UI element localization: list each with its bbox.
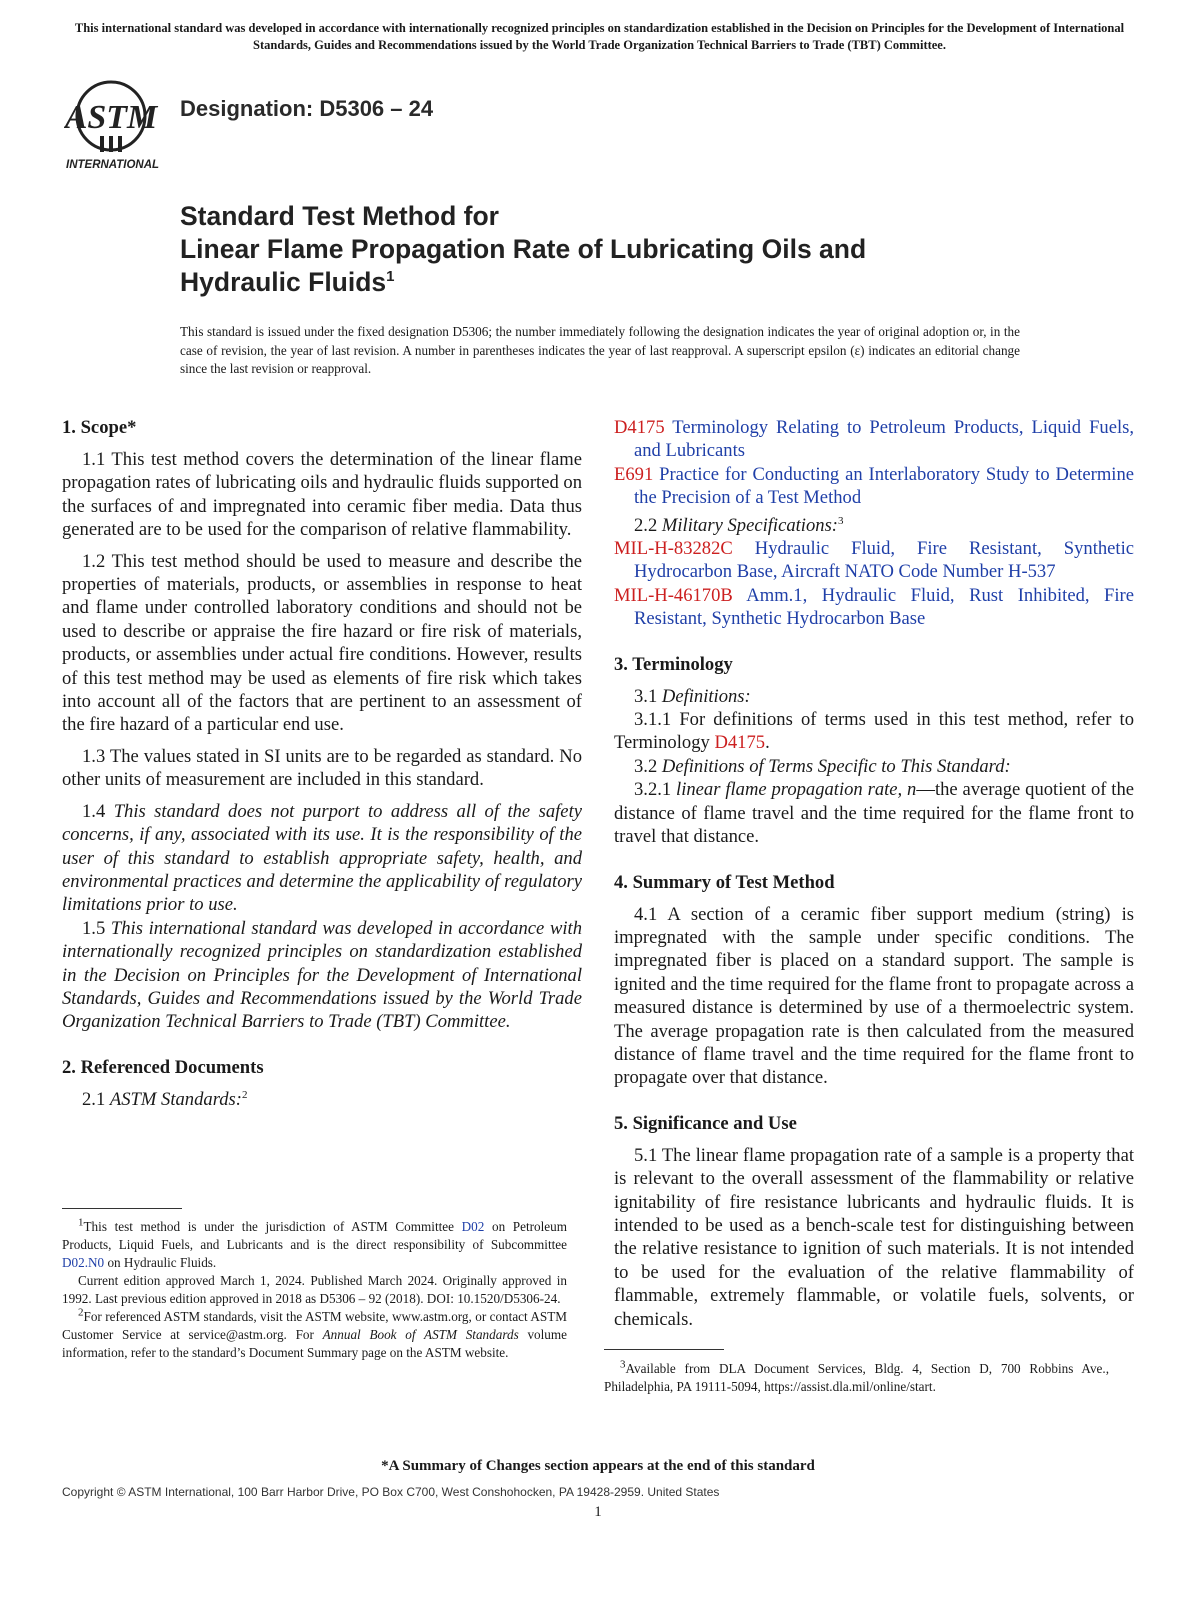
referenced-2-1: 2.1 ASTM Standards:$^2$ (82, 1088, 248, 1110)
terminology-3-1: 3.1 Definitions: (634, 685, 751, 707)
astm-logo (64, 78, 174, 170)
footnote-1: $^1$This test method is under the jurisdiction of ASTM Committee D02 on Petroleum Products, Liquid Fuels, and Lubricants and is the direct responsibility of Subcommittee D02.N0 on Hydraulic Fluids. (62, 1216, 568, 1270)
left-column (62, 416, 582, 1111)
title-footnote-mark: 1 (386, 268, 395, 286)
ref-e691[interactable] (614, 463, 1134, 510)
ref-e691-title[interactable]: Practice for Conducting an Interlaboratory Study to Determine the Precision of a Test Method (634, 463, 1134, 509)
significance-5-1: 5.1 The linear flame propagation rate of a sample is a property that is relevant to the overall assessment of the flammability or relative ignitability of fire resistance lubricants and hydraulic fluids. It is intended to be used as a bench-scale test for distinguishing between the relative resistance to ignition of such materials. It is not intended to be used for the evaluation of the relative flammability of flammable, extremely flammable, or volatile fuels, solvents, or chemicals. (614, 1144, 1134, 1330)
page-number: 1 (594, 1504, 602, 1520)
logo-org: INTERNATIONAL (66, 159, 160, 170)
footnote-2: $^2$For referenced ASTM standards, visit the ASTM website, www.astm.org, or contact ASTM Customer Service at service@astm.org. For Annual Book of ASTM Standards volume information, refer to the standard’s Document Summary page on the ASTM website. (62, 1306, 568, 1360)
footnote-rule-left (62, 1208, 182, 1209)
scope-1-1: 1.1 This test method covers the determination of the linear flame propagation rates of lubricating oils and hydraulic fluids supported on the surfaces of and impregnated into ceramic fiber media. Data thus generated are to be used for the comparison of relative flammability. (62, 449, 582, 541)
ref-mil-83282c[interactable] (614, 537, 1134, 584)
footnote-3: $^3$Available from DLA Document Services, Bldg. 4, Section D, 700 Robbins Ave., Philadelphia, PA 19111-5094, https://assist.dla.mil/online/start. (604, 1358, 1109, 1394)
copyright: Copyright © ASTM International, 100 Barr Harbor Drive, PO Box C700, West Conshohocken, PA 19428-2959. United States (62, 1485, 720, 1499)
changes-note: *A Summary of Changes section appears at the end of this standard (381, 1458, 815, 1474)
scope-1-5: 1.5 This international standard was developed in accordance with internationally recognized principles on standardization established in the Decision on Principles for the Development of International Standards, Guides and Recommendations issued by the World Trade Organization Technical Barriers to Trade (TBT) Committee. (62, 917, 582, 1033)
ref-d4175-title[interactable]: Terminology Relating to Petroleum Products, Liquid Fuels, and Lubricants (634, 417, 1135, 462)
referenced-2-2: 2.2 Military Specifications:$^3$ (634, 514, 844, 536)
designation: Designation: D5306 – 24 (180, 96, 434, 121)
scope-1-2: 1.2 This test method should be used to measure and describe the properties of materials, products, or assemblies in response to heat and flame under controlled laboratory conditions and should not be used to describe or appraise the fire hazard or fire risk of materials, products, or assemblies under actual fire conditions. However, results of this test method may be used as elements of fire risk which takes into account all of the factors that are pertinent to an assessment of the fire hazard of a particular end use. (62, 550, 582, 736)
top-notice: This international standard was developed in accordance with internationally recognized principles on standardization established in the Decision on Principles for the Development of International Standards, Guides and Recommendations issued by the World Trade Organization Technical Barriers to Trade (TBT) Committee. (74, 21, 1125, 52)
footnote-d02-link[interactable]: D02 (461, 1219, 485, 1234)
title-line-3: Hydraulic Fluids (180, 267, 387, 297)
terminology-d4175-link[interactable]: D4175 (714, 732, 766, 754)
scope-heading: 1. Scope* (62, 417, 137, 438)
ref-d4175[interactable] (614, 416, 1134, 463)
terminology-heading: 3. Terminology (614, 653, 733, 675)
ref-d4175-code[interactable]: D4175 (614, 417, 665, 438)
summary-4-1: 4.1 A section of a ceramic fiber support medium (string) is impregnated with the sample under specific conditions. The impregnated fiber is placed on a standard support. The sample is ignited and the time required for the flame front to propagate across a measured distance is determined by use of a thermoelectric system. The average propagation rate is then calculated from the measured distance of flame travel and the time required for the flame front to propagate over that distance. (614, 903, 1134, 1089)
footnotes-right (604, 1360, 1109, 1396)
ref-mil-46170b-code[interactable]: MIL-H-46170B (614, 584, 733, 606)
footnotes-left (62, 1218, 567, 1362)
footnote-rule-right (604, 1349, 724, 1350)
title-line-2: Linear Flame Propagation Rate of Lubricating Oils and (180, 234, 867, 264)
document-title (180, 200, 1080, 299)
referenced-heading: 2. Referenced Documents (62, 1056, 264, 1078)
footnote-1-edition: Current edition approved March 1, 2024. Published March 2024. Originally approved in 1992. Last previous edition approved in 2018 as D5306 – 92 (2018). DOI: 10.1520/D5306-24. (62, 1273, 567, 1306)
footnote-d02n0-link[interactable]: D02.N0 (62, 1255, 105, 1270)
scope-1-3: 1.3 The values stated in SI units are to be regarded as standard. No other units of measurement are included in this standard. (62, 745, 582, 791)
issued-note: This standard is issued under the fixed designation D5306; the number immediately following the designation indicates the year of original adoption or, in the case of revision, the year of last revision. A number in parentheses indicates the year of last reapproval. A superscript epsilon (ε) indicates an editorial change since the last revision or reapproval. (180, 324, 1020, 376)
logo-letters: ASTM (64, 99, 158, 136)
terminology-3-1-1: 3.1.1 For definitions of terms used in this test method, refer to Terminology D4175. (614, 709, 1134, 754)
ref-mil-83282c-title[interactable]: Hydraulic Fluid, Fire Resistant, Synthetic Hydrocarbon Base, Aircraft NATO Code Number H-537 (634, 538, 1134, 583)
ref-mil-83282c-code[interactable]: MIL-H-83282C (614, 538, 733, 560)
terminology-3-2: 3.2 Definitions of Terms Specific to This Standard: (634, 755, 1011, 777)
ref-e691-code[interactable]: E691 (614, 463, 654, 485)
ref-mil-46170b-title[interactable]: Amm.1, Hydraulic Fluid, Rust Inhibited, Fire Resistant, Synthetic Hydrocarbon Base (634, 584, 1134, 630)
scope-1-4: 1.4 This standard does not purport to address all of the safety concerns, if any, associated with its use. It is the responsibility of the user of this standard to establish appropriate safety, health, and environmental practices and determine the applicability of regulatory limitations prior to use. (62, 800, 582, 916)
title-line-1: Standard Test Method for (180, 201, 499, 231)
summary-heading: 4. Summary of Test Method (614, 871, 835, 893)
significance-heading: 5. Significance and Use (614, 1112, 797, 1134)
terminology-3-2-1: 3.2.1 linear flame propagation rate, n—the average quotient of the distance of flame travel and the time required for the flame front to travel that distance. (614, 779, 1135, 848)
right-column (614, 416, 1134, 1331)
ref-mil-46170b[interactable] (614, 584, 1134, 631)
